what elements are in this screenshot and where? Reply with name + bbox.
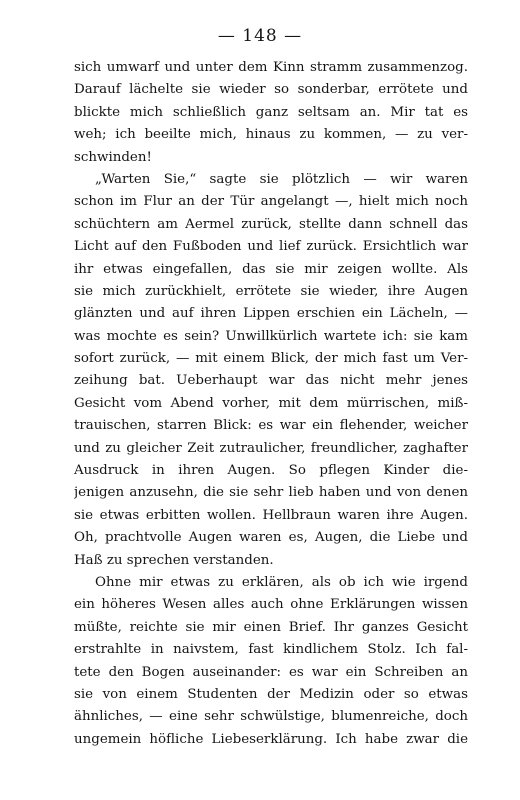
text-line: glänzten und auf ihren Lippen erschien ein Lächeln, —	[74, 306, 468, 322]
text-line: ihr etwas eingefallen, das sie mir zeigen wollte. Als	[74, 261, 468, 277]
text-line: schwinden!	[74, 149, 152, 165]
text-line: Licht auf den Fußboden und lief zurück. Ersichtlich war	[74, 239, 468, 255]
text-line: erstrahlte in naivstem, fast kindlichem Stolz. Ich fal-	[74, 642, 468, 658]
text-line: müßte, reichte sie mir einen Brief. Ihr ganzes Gesicht	[74, 619, 468, 635]
text-line: ungemein höfliche Liebeserklärung. Ich habe zwar die	[74, 731, 468, 747]
text-line: tete den Bogen auseinander: es war ein Schreiben an	[74, 664, 468, 680]
text-line: sie von einem Studenten der Medizin oder so etwas	[74, 686, 468, 702]
text-line: und zu gleicher Zeit zutraulicher, freundlicher, zaghafter	[74, 440, 468, 456]
text-line: was mochte es sein? Unwillkürlich wartete ich: sie kam	[74, 328, 468, 344]
text-line: trauischen, starren Blick: es war ein flehender, weicher	[74, 418, 468, 434]
text-line: Gesicht vom Abend vorher, mit dem mürrischen, miß-	[74, 395, 468, 411]
text-line: Haß zu sprechen verstanden.	[74, 552, 274, 568]
text-line: jenigen anzusehn, die sie sehr lieb haben und von denen	[74, 485, 468, 501]
text-line: zeihung bat. Ueberhaupt war das nicht mehr jenes	[74, 373, 468, 389]
text-line: Ausdruck in ihren Augen. So pflegen Kinder die-	[74, 463, 468, 479]
body-text	[74, 57, 468, 751]
text-line: „Warten Sie,“ sagte sie plötzlich — wir waren	[95, 171, 468, 187]
text-line: schüchtern am Aermel zurück, stellte dann schnell das	[74, 216, 468, 232]
text-line: sich umwarf und unter dem Kinn stramm zusammenzog.	[74, 60, 468, 75]
text-line: weh; ich beeilte mich, hinaus zu kommen, — zu ver-	[74, 127, 468, 143]
text-line: blickte mich schließlich ganz seltsam an. Mir tat es	[74, 104, 468, 120]
text-line: ähnliches, — eine sehr schwülstige, blumenreiche, doch	[74, 709, 468, 725]
text-line: schon im Flur an der Tür angelangt —, hielt mich noch	[74, 194, 468, 210]
text-line: ein höheres Wesen alles auch ohne Erklärungen wissen	[74, 597, 468, 613]
text-line: sie etwas erbitten wollen. Hellbraun waren ihre Augen.	[74, 507, 468, 523]
text-line: Darauf lächelte sie wieder so sonderbar, errötete und	[74, 82, 468, 98]
text-line: Oh, prachtvolle Augen waren es, Augen, die Liebe und	[74, 530, 468, 546]
text-line: Ohne mir etwas zu erklären, als ob ich wie irgend	[95, 574, 468, 590]
text-line: sie mich zurückhielt, errötete sie wieder, ihre Augen	[74, 283, 468, 299]
page-number: — 148 —	[217, 26, 303, 46]
text-line: sofort zurück, — mit einem Blick, der mich fast um Ver-	[74, 351, 468, 367]
